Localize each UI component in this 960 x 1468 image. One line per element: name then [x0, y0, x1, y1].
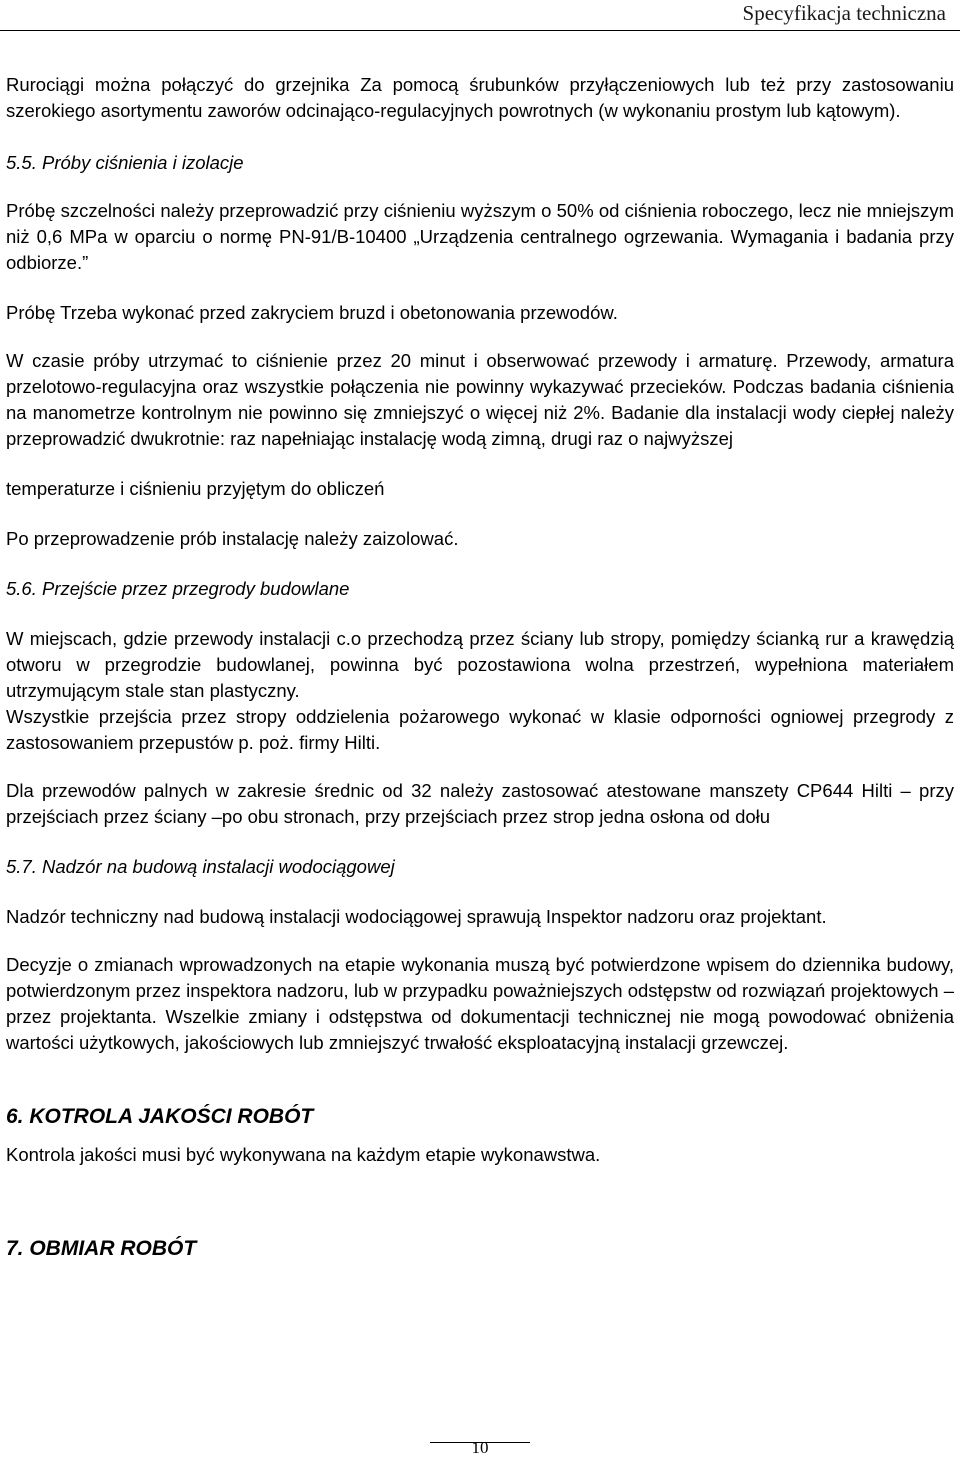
paragraph-insulation: Po przeprowadzenie prób instalację należy zaizolować.	[6, 528, 459, 549]
section-heading-5-6: 5.6. Przejście przez przegrody budowlane	[6, 578, 350, 599]
paragraph-change-decisions: Decyzje o zmianach wprowadzonych na etapie wykonania muszą być potwierdzone wpisem do dziennika budowy, potwierdzonym przez inspektora nadzoru, lub w przypadku poważniejszych odstępstw od rozwiązań projektowych – przez projektanta. Wszelkie zmiany i odstępstwa od dokumentacji technicznej nie mogą powodować obniżenia wartości użytkowych, jakościowych lub zmniejszyć trwałość eksploatacyjną instalacji grzewczej.	[6, 954, 954, 1053]
paragraph-test-temperature: temperaturze i ciśnieniu przyjętym do obliczeń	[6, 478, 385, 499]
paragraph-test-procedure: W czasie próby utrzymać to ciśnienie przez 20 minut i obserwować przewody i armaturę. Przewody, armatura przelotowo-regulacyjna oraz wszystkie połączenia nie powinny wykazywać przecieków. Podczas badania ciśnienia na manometrze kontrolnym nie powinno się zmniejszyć o więcej niż 2%. Badanie dla instalacji wody ciepłej należy przeprowadzić dwukrotnie: raz napełniając instalację wodą zimną, drugi raz o najwyższej	[6, 350, 954, 449]
page-body	[6, 72, 954, 1262]
section-heading-5-5: 5.5. Próby ciśnienia i izolacje	[6, 152, 244, 173]
paragraph-wall-passage: W miejscach, gdzie przewody instalacji c.o przechodzą przez ściany lub stropy, pomiędzy ścianką rur a krawędzią otworu w przegrodzie budowlanej, powinna być pozostawiona wolna przestrzeń, wypełniona materiałem utrzymującym stale stan plastyczny.	[6, 628, 954, 701]
page-header	[0, 0, 960, 30]
paragraph-fire-separation: Wszystkie przejścia przez stropy oddzielenia pożarowego wykonać w klasie odporności ogniowej przegrody z zastosowaniem przepustów p. poż. firmy Hilti.	[6, 706, 954, 753]
paragraph-connection: Rurociągi można połączyć do grzejnika Za pomocą śrubunków przyłączeniowych lub też przy zastosowaniu szerokiego asortymentu zaworów odcinająco-regulacyjnych powrotnych (w wykonaniu prostym lub kątowym).	[6, 74, 954, 121]
paragraph-combustible-pipes: Dla przewodów palnych w zakresie średnic od 32 należy zastosować atestowane manszety CP644 Hilti – przy przejściach przez ściany –po obu stronach, przy przejściach przez strop jedna osłona od dołu	[6, 780, 954, 827]
header-divider	[0, 30, 960, 31]
document-title: Specyfikacja techniczna	[742, 1, 946, 25]
section-heading-6: 6. KOTROLA JAKOŚCI ROBÓT	[6, 1105, 314, 1128]
paragraph-test-timing: Próbę Trzeba wykonać przed zakryciem bruzd i obetonowania przewodów.	[6, 302, 618, 323]
page-number: 10	[471, 1438, 489, 1457]
paragraph-supervision: Nadzór techniczny nad budową instalacji wodociągowej sprawują Inspektor nadzoru oraz projektant.	[6, 906, 827, 927]
paragraph-quality-control: Kontrola jakości musi być wykonywana na każdym etapie wykonawstwa.	[6, 1144, 601, 1165]
section-heading-7: 7. OBMIAR ROBÓT	[6, 1237, 197, 1260]
section-heading-5-7: 5.7. Nadzór na budową instalacji wodociągowej	[6, 856, 395, 877]
paragraph-tightness-test: Próbę szczelności należy przeprowadzić przy ciśnieniu wyższym o 50% od ciśnienia roboczego, lecz nie mniejszym niż 0,6 MPa w oparciu o normę PN-91/B-10400 „Urządzenia centralnego ogrzewania. Wymagania i badania przy odbiorze.”	[6, 200, 954, 273]
